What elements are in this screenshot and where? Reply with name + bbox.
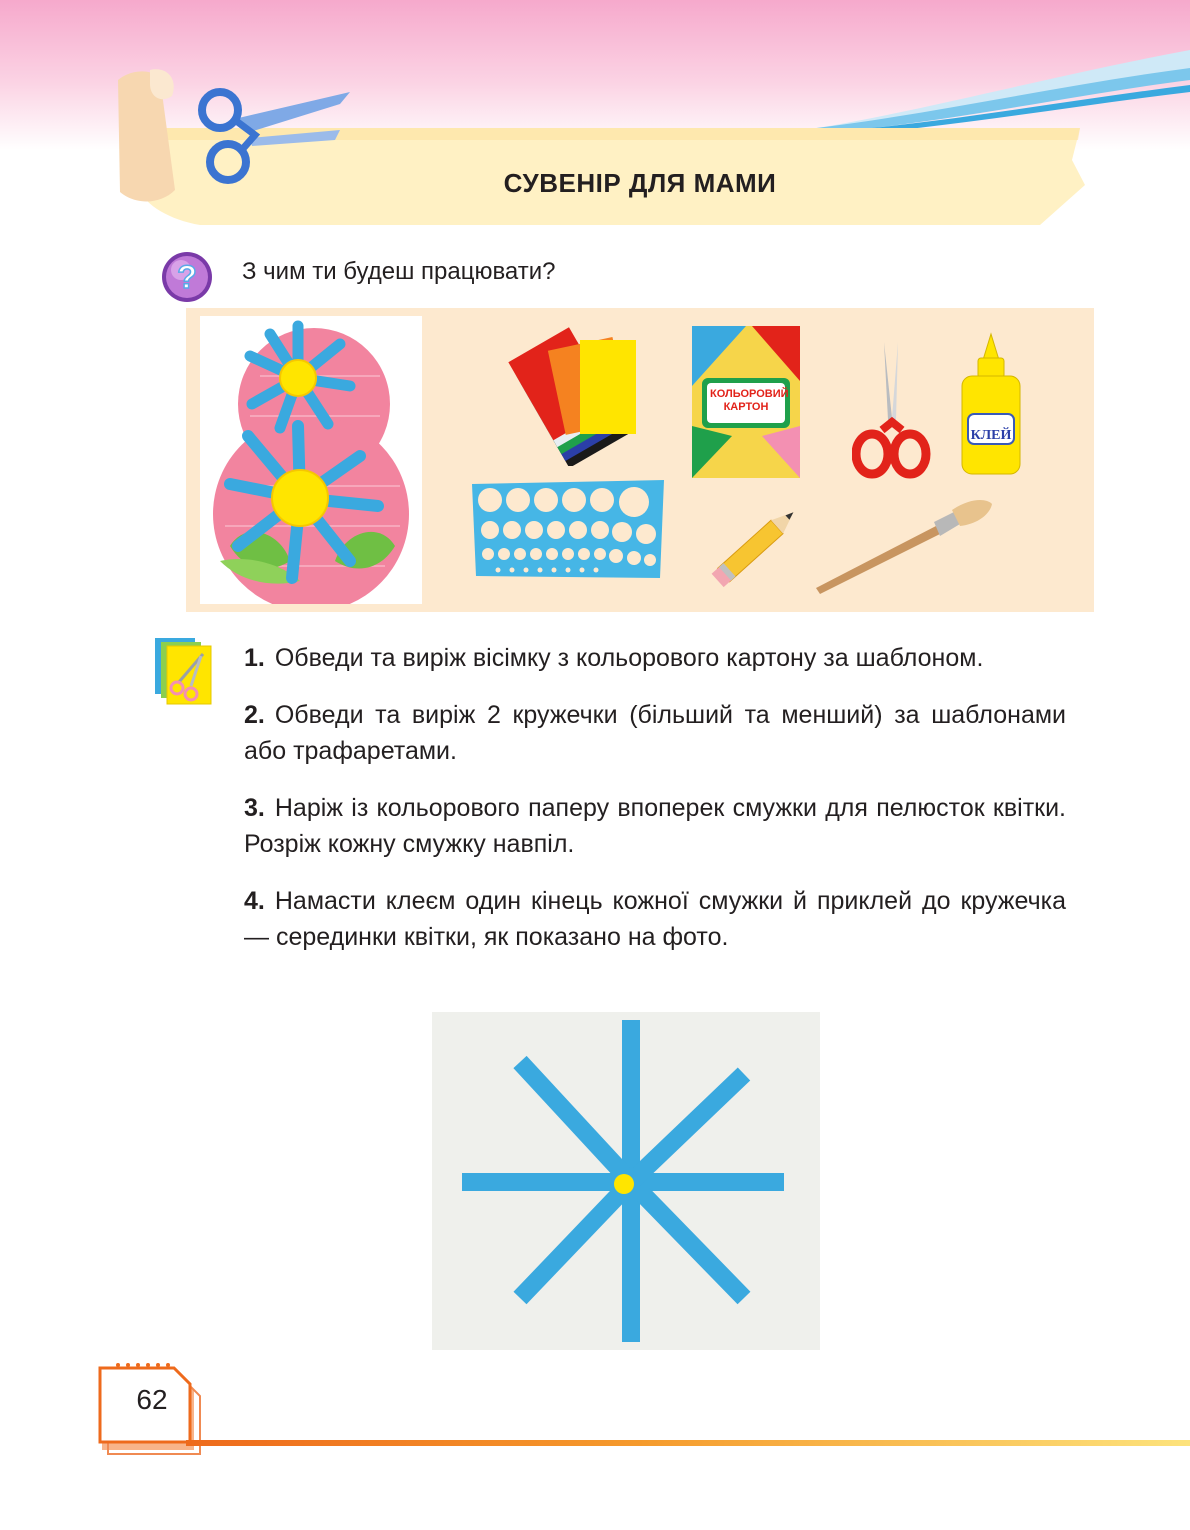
red-scissors-icon [852,338,932,480]
title-banner [0,0,1190,240]
colored-cardboard-book [692,326,800,478]
scissors-icon [190,80,360,190]
finished-craft-photo [200,316,422,604]
cardboard-book-title: КОЛЬОРОВИЙ КАРТОН [710,388,789,413]
question-icon [160,250,214,304]
paint-brush-icon [810,496,996,596]
step-2: 2. Обведи та виріж 2 кружечки (більший та менший) за шаблонами або трафаретами. [244,701,1066,765]
instruction-steps [244,640,1066,976]
step-1: 1. Обведи та виріж вісімку з кольорового картону за шаблоном. [244,644,984,672]
materials-panel [186,308,1094,612]
svg-text:?: ? [177,259,197,295]
colored-paper-stack [504,326,644,466]
step-3: 3. Наріж із кольорового паперу впоперек смужки для пелюсток квітки. Розріж кожну смужку навпіл. [244,794,1066,858]
circle-stencil [468,478,668,582]
flower-strips-photo [432,1012,820,1350]
question-text: З чим ти будеш працювати? [242,258,556,285]
step-4: 4. Намасти клеєм один кінець кожної смужки й приклей до кружечка — серединки квітки, як показано на фото. [244,887,1066,951]
glue-label: КЛЕЙ [970,428,1012,443]
pencil-icon [702,500,812,590]
craft-task-icon [155,636,213,706]
page-number: 62 [136,1384,168,1415]
page-title: СУВЕНІР ДЛЯ МАМИ [503,168,777,198]
footer-line [186,1440,1190,1446]
glue-bottle-icon [956,332,1026,478]
